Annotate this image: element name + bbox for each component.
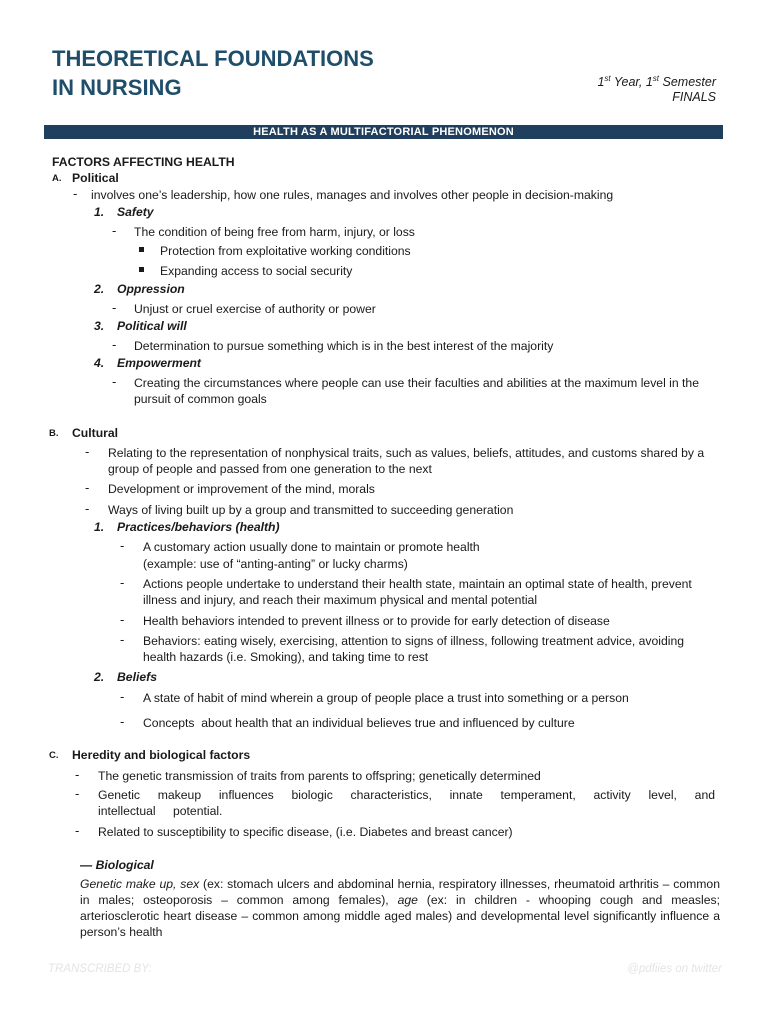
political-3-num: 3. bbox=[94, 319, 105, 333]
heredity-point-2: Genetic makeup influences biologic characteristics, innate temperament, activity level, and intellectual potential. bbox=[98, 788, 715, 818]
political-title: Political bbox=[72, 171, 119, 185]
political-letter: A. bbox=[52, 173, 62, 184]
political-4-title: Empowerment bbox=[117, 356, 201, 370]
dash-marker: - bbox=[75, 823, 80, 838]
heredity-letter: C. bbox=[49, 750, 59, 761]
belief-point-1: A state of habit of mind wherein a group of people place a trust into something or a person bbox=[143, 691, 629, 705]
political-1-bullet-2: Expanding access to social security bbox=[160, 264, 353, 278]
dash-marker: - bbox=[112, 374, 117, 389]
cultural-1-num: 1. bbox=[94, 520, 105, 534]
dash-marker: - bbox=[120, 575, 125, 590]
dash-marker: - bbox=[120, 689, 125, 704]
dash-marker: - bbox=[120, 612, 125, 627]
square-bullet bbox=[139, 247, 144, 252]
cultural-point-2: Development or improvement of the mind, morals bbox=[108, 482, 375, 496]
practice-point-1: A customary action usually done to maintain or promote health bbox=[143, 540, 480, 554]
dash-marker: - bbox=[120, 714, 125, 729]
semester-info: 1st Year, 1st Semester FINALS bbox=[597, 74, 716, 105]
political-4-num: 4. bbox=[94, 356, 105, 370]
political-1-title: Safety bbox=[117, 205, 154, 219]
cultural-2-num: 2. bbox=[94, 670, 105, 684]
political-1-desc: The condition of being free from harm, injury, or loss bbox=[134, 225, 415, 239]
exam-label: FINALS bbox=[672, 90, 716, 105]
political-1-num: 1. bbox=[94, 205, 105, 219]
section-heading: FACTORS AFFECTING HEALTH bbox=[52, 155, 235, 169]
dash-marker: - bbox=[112, 223, 117, 238]
heredity-point-3: Related to susceptibility to specific disease, (i.e. Diabetes and breast cancer) bbox=[98, 825, 513, 839]
political-2-num: 2. bbox=[94, 282, 105, 296]
political-2-title: Oppression bbox=[117, 282, 185, 296]
dash-marker: - bbox=[120, 538, 125, 553]
practice-point-3: Health behaviors intended to prevent illness or to provide for early detection of disease bbox=[143, 614, 610, 628]
square-bullet bbox=[139, 267, 144, 272]
cultural-letter: B. bbox=[49, 428, 59, 439]
dash-marker: - bbox=[85, 501, 90, 516]
dash-marker: - bbox=[75, 786, 80, 801]
cultural-point-1: Relating to the representation of nonphysical traits, such as values, beliefs, attitudes, and customs shared by a group of people and passed from one generation to the next bbox=[108, 446, 705, 476]
political-2-desc: Unjust or cruel exercise of authority or power bbox=[134, 302, 376, 316]
cultural-2-title: Beliefs bbox=[117, 670, 157, 684]
biological-paragraph: Genetic make up, sex (ex: stomach ulcers and abdominal hernia, respiratory illnesses, rheumatoid arthritis – common in males; osteoporosis – common among females), age (ex: in children - whooping cough and measles; arteriosclerotic heart disease – common among middle aged males) and developmental level significantly influence a person’s health bbox=[80, 877, 720, 939]
dash-marker: - bbox=[75, 767, 80, 782]
practice-point-4: Behaviors: eating wisely, exercising, attention to signs of illness, following treatment advice, avoiding health hazards (i.e. Smoking), and taking time to rest bbox=[143, 634, 685, 664]
dash-marker: - bbox=[120, 632, 125, 647]
political-3-title: Political will bbox=[117, 319, 187, 333]
dash-marker: - bbox=[112, 337, 117, 352]
title-line-1: THEORETICAL FOUNDATIONS bbox=[52, 46, 374, 71]
title-line-2: IN NURSING bbox=[52, 75, 182, 100]
dash-marker: - bbox=[85, 444, 90, 459]
political-desc: involves one’s leadership, how one rules, manages and involves other people in decision-making bbox=[91, 188, 614, 202]
footer-handle: @pdfiies on twitter bbox=[627, 963, 722, 975]
political-1-bullet-1: Protection from exploitative working conditions bbox=[160, 244, 411, 258]
belief-point-2: Concepts about health that an individual believes true and influenced by culture bbox=[143, 716, 575, 730]
section-banner: HEALTH AS A MULTIFACTORIAL PHENOMENON bbox=[44, 125, 723, 139]
footer-transcribed-by: TRANSCRIBED BY: bbox=[48, 963, 152, 975]
political-3-desc: Determination to pursue something which is in the best interest of the majority bbox=[134, 339, 554, 353]
heredity-point-1: The genetic transmission of traits from parents to offspring; genetically determined bbox=[98, 769, 541, 783]
biological-title: — Biological bbox=[80, 858, 154, 872]
cultural-title: Cultural bbox=[72, 426, 119, 440]
cultural-1-title: Practices/behaviors (health) bbox=[117, 520, 280, 534]
practice-point-1-example: (example: use of “anting-anting” or lucky charms) bbox=[143, 557, 408, 571]
dash-marker: - bbox=[85, 480, 90, 495]
dash-marker: - bbox=[112, 300, 117, 315]
cultural-point-3: Ways of living built up by a group and transmitted to succeeding generation bbox=[108, 503, 514, 517]
heredity-title: Heredity and biological factors bbox=[72, 748, 251, 762]
dash-marker: - bbox=[73, 186, 78, 201]
page-title bbox=[52, 44, 374, 102]
political-4-desc: Creating the circumstances where people can use their faculties and abilities at the maximum level in the pursuit of common goals bbox=[134, 376, 699, 406]
practice-point-2: Actions people undertake to understand their health state, maintain an optimal state of health, prevent illness and injury, and reach their maximum physical and mental potential bbox=[143, 577, 692, 607]
